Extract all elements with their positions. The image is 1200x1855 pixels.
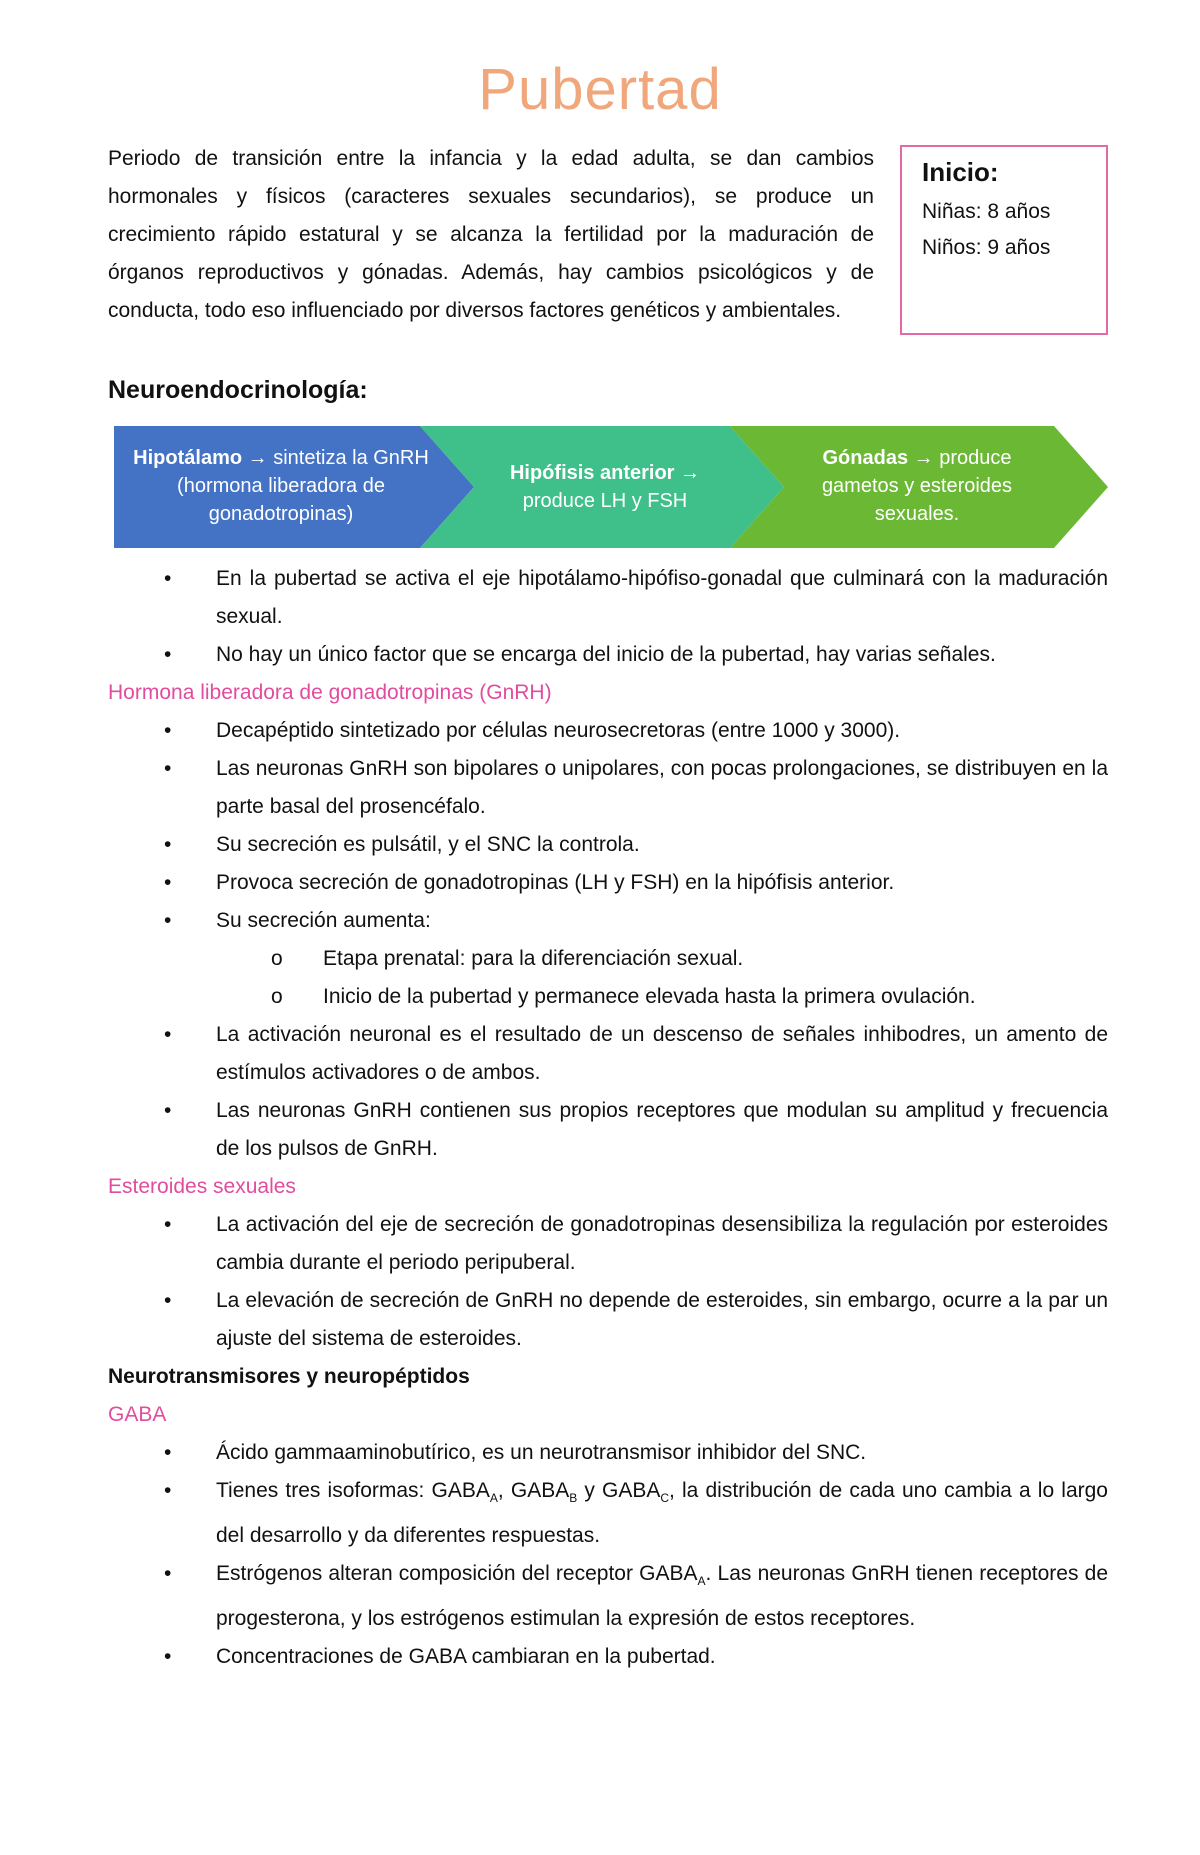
flow-step-hipofisis-name: Hipófisis anterior	[509, 462, 675, 484]
inicio-ninos: Niños: 9 años	[922, 236, 1051, 259]
subscript: C	[660, 1491, 670, 1506]
subscript: A	[697, 1574, 706, 1589]
neurotransmisores-heading: Neurotransmisores y neuropéptidos	[108, 1365, 470, 1388]
inicio-title: Inicio:	[922, 157, 999, 187]
flow-step-hipotalamo-name: Hipotálamo	[133, 447, 243, 469]
flow-step-hipofisis-desc: produce LH y FSH	[522, 490, 688, 512]
list-item: • La elevación de secreción de GnRH no depende de esteroides, sin embargo, ocurre a la par un ajuste del sistema de esteroides.	[108, 1282, 1108, 1358]
text-span: , GABA	[497, 1479, 570, 1502]
sub-list-item: o Inicio de la pubertad y permanece elevada hasta la primera ovulación.	[108, 978, 1108, 1016]
intro-paragraph: Periodo de transición entre la infancia y la edad adulta, se dan cambios hormonales y físicos (caracteres sexuales secundarios), se produce un crecimiento rápido estatural y se alcanza la fertilidad por la maduración de órganos reproductivos y gónadas. Además, hay cambios psicológicos y de conducta, todo eso influenciado por diversos factores genéticos y ambientales.	[108, 147, 874, 322]
list-item: • La activación neuronal es el resultado de un descenso de señales inhibodres, un amento de estímulos activadores o de ambos.	[108, 1016, 1108, 1092]
list-item: • Su secreción aumenta:	[108, 902, 1108, 940]
text-span: Tienes tres isoformas: GABA	[216, 1479, 490, 1502]
flow-step-hipofisis	[480, 459, 730, 515]
text-span: Estrógenos alteran composición del receptor GABA	[216, 1562, 698, 1586]
list-item	[108, 1472, 1108, 1555]
neuroendocrinologia-heading: Neuroendocrinología:	[108, 376, 368, 404]
page-title: Pubertad	[478, 57, 722, 122]
subscript: A	[489, 1491, 498, 1506]
flow-step-gonadas	[792, 444, 1042, 528]
flow-step-gonadas-name: Gónadas	[822, 447, 909, 469]
arrow-icon: →	[247, 447, 268, 469]
list-item: • No hay un único factor que se encarga del inicio de la pubertad, hay varias señales.	[108, 636, 1108, 674]
inicio-box	[900, 145, 1108, 335]
esteroides-heading: Esteroides sexuales	[108, 1175, 296, 1198]
eje-bullet-list	[108, 560, 1108, 674]
main-content	[108, 560, 1108, 1676]
gnrh-sub-list	[108, 940, 1108, 1016]
esteroides-bullet-list	[108, 1206, 1108, 1358]
list-item: • Provoca secreción de gonadotropinas (LH y FSH) en la hipófisis anterior.	[108, 864, 1108, 902]
list-item: • En la pubertad se activa el eje hipotálamo-hipófiso-gonadal que culminará con la maduración sexual.	[108, 560, 1108, 636]
list-item: • Las neuronas GnRH contienen sus propios receptores que modulan su amplitud y frecuencia de los pulsos de GnRH.	[108, 1092, 1108, 1168]
list-item: • Concentraciones de GABA cambiaran en la pubertad.	[108, 1638, 1108, 1676]
inicio-ninas: Niñas: 8 años	[922, 200, 1051, 223]
text-span: , la distribución de cada uno cambia a lo largo del desarrollo y da diferentes respuestas.	[216, 1479, 1108, 1548]
list-item: • Decapéptido sintetizado por células neurosecretoras (entre 1000 y 3000).	[108, 712, 1108, 750]
list-item: • Su secreción es pulsátil, y el SNC la controla.	[108, 826, 1108, 864]
gnrh-bullet-list-continued	[108, 1016, 1108, 1168]
subscript: B	[569, 1491, 578, 1506]
gaba-bullet-list	[108, 1434, 1108, 1676]
gnrh-heading: Hormona liberadora de gonadotropinas (GnRH)	[108, 681, 552, 704]
gnrh-bullet-list	[108, 712, 1108, 940]
arrow-icon: →	[680, 462, 701, 484]
text-span: y GABA	[577, 1479, 661, 1502]
arrow-icon: →	[913, 447, 934, 469]
flow-step-hipotalamo-desc: sintetiza la GnRH (hormona liberadora de gonadotropinas)	[177, 447, 429, 525]
list-item	[108, 1555, 1108, 1638]
flow-step-hipotalamo	[112, 444, 450, 528]
gaba-heading: GABA	[108, 1403, 167, 1426]
flow-step-gonadas-desc: produce gametos y esteroides sexuales.	[821, 447, 1013, 525]
neuroendocrine-flow-diagram	[112, 418, 1112, 548]
list-item: • La activación del eje de secreción de gonadotropinas desensibiliza la regulación por esteroides cambia durante el periodo peripuberal.	[108, 1206, 1108, 1282]
list-item: • Ácido gammaaminobutírico, es un neurotransmisor inhibidor del SNC.	[108, 1434, 1108, 1472]
list-item: • Las neuronas GnRH son bipolares o unipolares, con pocas prolongaciones, se distribuyen en la parte basal del prosencéfalo.	[108, 750, 1108, 826]
sub-list-item: o Etapa prenatal: para la diferenciación sexual.	[108, 940, 1108, 978]
text-span: . Las neuronas GnRH tienen receptores de progesterona, y los estrógenos estimulan la expresión de estos receptores.	[216, 1562, 1109, 1631]
